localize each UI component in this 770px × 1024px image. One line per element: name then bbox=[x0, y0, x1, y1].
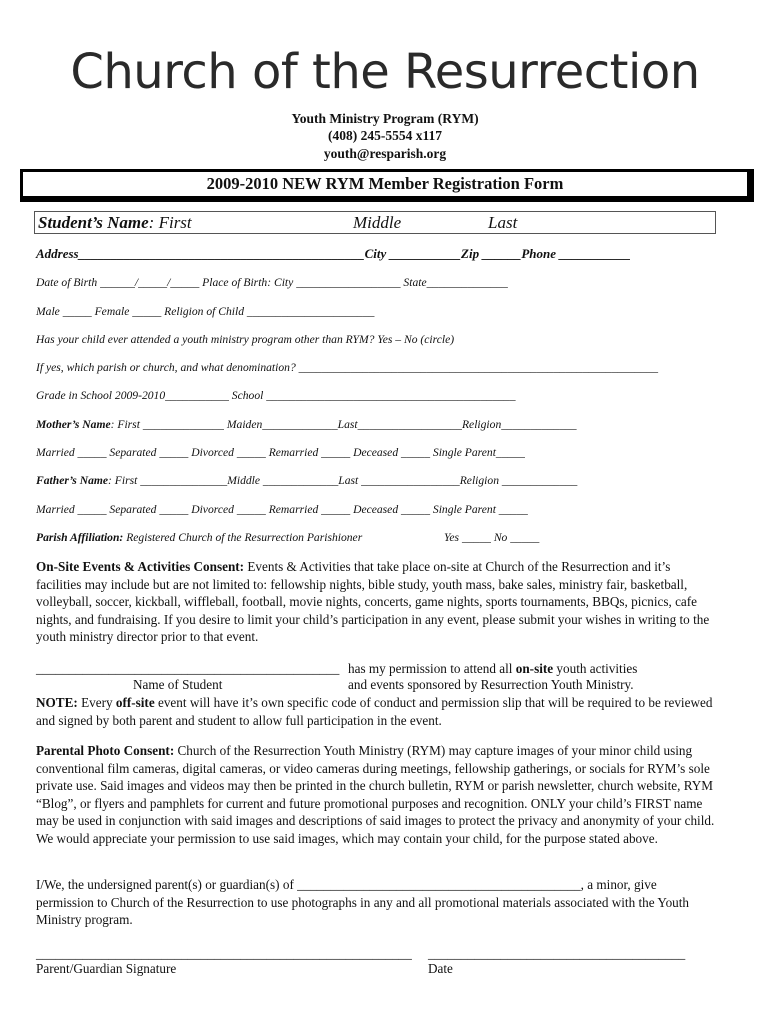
father-row[interactable] bbox=[36, 474, 577, 487]
address-label: Address____________________________________________ bbox=[36, 246, 365, 261]
permission-onsite: on-site bbox=[515, 661, 554, 676]
parish-row[interactable]: If yes, which parish or church, and what denomination? ______________________________________________________________ bbox=[36, 361, 659, 374]
onsite-consent-paragraph bbox=[36, 558, 716, 646]
note-paragraph bbox=[36, 694, 716, 729]
guardian-paragraph[interactable]: I/We, the undersigned parent(s) or guardian(s) of ___________________________________________, a minor, give permission to Church of the Resurrection to use photographs in any and all promotional materials associated with the Youth Ministry program. bbox=[36, 877, 690, 927]
permission-line-2: and events sponsored by Resurrection Youth Ministry. bbox=[348, 677, 634, 692]
permission-text-a: has my permission to attend all bbox=[348, 661, 516, 676]
mother-row[interactable] bbox=[36, 418, 577, 431]
father-label: Father’s Name bbox=[36, 474, 109, 487]
contact-email: youth@resparish.org bbox=[323, 146, 447, 161]
parish-affiliation-label: Parish Affiliation: bbox=[36, 531, 124, 544]
photo-consent-paragraph bbox=[36, 742, 718, 847]
address-row[interactable] bbox=[36, 246, 631, 262]
signature-label: Parent/Guardian Signature bbox=[36, 961, 177, 976]
gender-row[interactable]: Male _____ Female _____ Religion of Child ______________________ bbox=[36, 305, 375, 318]
date-line[interactable]: _______________________________________ bbox=[428, 946, 686, 961]
note-text-c: event will have it’s own specific code of conduct and permission slip that will be required to be reviewed and signed by both parent and student to allow full participation in the event. bbox=[36, 695, 713, 728]
signature-line[interactable]: _________________________________________________________ bbox=[36, 946, 412, 961]
father-fields: : First _______________Middle _____________Last _________________Religion _____________ bbox=[108, 474, 578, 487]
city-label: City ___________ bbox=[364, 246, 462, 261]
attended-row[interactable]: Has your child ever attended a youth ministry program other than RYM? Yes – No (circle) bbox=[36, 333, 455, 346]
note-text-a: Every bbox=[77, 695, 116, 710]
student-first-label: : First bbox=[148, 213, 192, 232]
student-name-caption: Name of Student bbox=[133, 677, 223, 692]
onsite-body: Events & Activities that take place on-site at Church of the Resurrection and it’s facilities may include but are not limited to: fellowship nights, bible study, youth mass, bake sales, ministry fair, basketball, volleyball, soccer, kickball, wiffleball, football, movie nights, concerts, game nights, sports tournaments, BBQs, picnics, cafe nights, and fundraising. If you desire to limit your child’s participation in any event, please submit your wishes in writing to the youth ministry director prior to that event. bbox=[36, 559, 710, 644]
mother-status-row[interactable]: Married _____ Separated _____ Divorced _____ Remarried _____ Deceased _____ Single Parent_____ bbox=[36, 446, 525, 459]
mother-fields: : First ______________ Maiden_____________Last__________________Religion_____________ bbox=[110, 418, 577, 431]
date-label: Date bbox=[428, 961, 453, 976]
grade-row[interactable]: Grade in School 2009-2010___________ School ___________________________________________ bbox=[36, 389, 516, 402]
permission-text-c: youth activities bbox=[553, 661, 638, 676]
dob-row[interactable]: Date of Birth ______/_____/_____ Place of Birth: City __________________ State______________ bbox=[36, 276, 508, 289]
note-offsite: off-site bbox=[115, 695, 155, 710]
father-status-row[interactable]: Married _____ Separated _____ Divorced _____ Remarried _____ Deceased _____ Single Parent _____ bbox=[36, 503, 528, 516]
contact-phone: (408) 245-5554 x117 bbox=[328, 128, 442, 143]
parish-yes-no[interactable]: Yes _____ No _____ bbox=[444, 531, 540, 544]
program-name: Youth Ministry Program (RYM) bbox=[291, 111, 479, 126]
student-middle-label: Middle bbox=[353, 213, 402, 232]
parish-affiliation-row[interactable] bbox=[36, 531, 362, 544]
photo-body: Church of the Resurrection Youth Ministry (RYM) may capture images of your minor child using conventional film cameras, digital cameras, or video cameras during meetings, fellowship gatherings, or socials for RYM’s sole private use. Said images and videos may then be printed in the church bulletin, RYM or parish newsletter, church website, RYM “Blog”, or flyers and pamphlets for current and future promotional purposes and recognition. ONLY your child’s FIRST name may be used in conjunction with said images and descriptions of said images to protect the privacy and anonymity of your child. We would appreciate your permission to use said images, which may contain your child, for the purpose stated above. bbox=[36, 743, 715, 846]
phone-label: Phone ___________ bbox=[521, 246, 631, 261]
student-last-label: Last bbox=[488, 213, 518, 232]
student-name-blank[interactable]: ______________________________________________ bbox=[36, 661, 340, 676]
note-label: NOTE: bbox=[36, 695, 78, 710]
student-name-field[interactable] bbox=[34, 211, 716, 234]
zip-label: Zip ______ bbox=[461, 246, 522, 261]
permission-line-1 bbox=[348, 660, 728, 678]
form-title: 2009-2010 NEW RYM Member Registration Form bbox=[20, 169, 754, 202]
onsite-heading: On-Site Events & Activities Consent: bbox=[36, 559, 245, 574]
church-name-banner: Church of the Resurrection bbox=[70, 44, 700, 100]
photo-heading: Parental Photo Consent: bbox=[36, 743, 175, 758]
parish-affiliation-text: Registered Church of the Resurrection Parishioner bbox=[123, 531, 363, 544]
student-name-label: Student’s Name bbox=[38, 213, 149, 232]
mother-label: Mother’s Name bbox=[36, 418, 111, 431]
